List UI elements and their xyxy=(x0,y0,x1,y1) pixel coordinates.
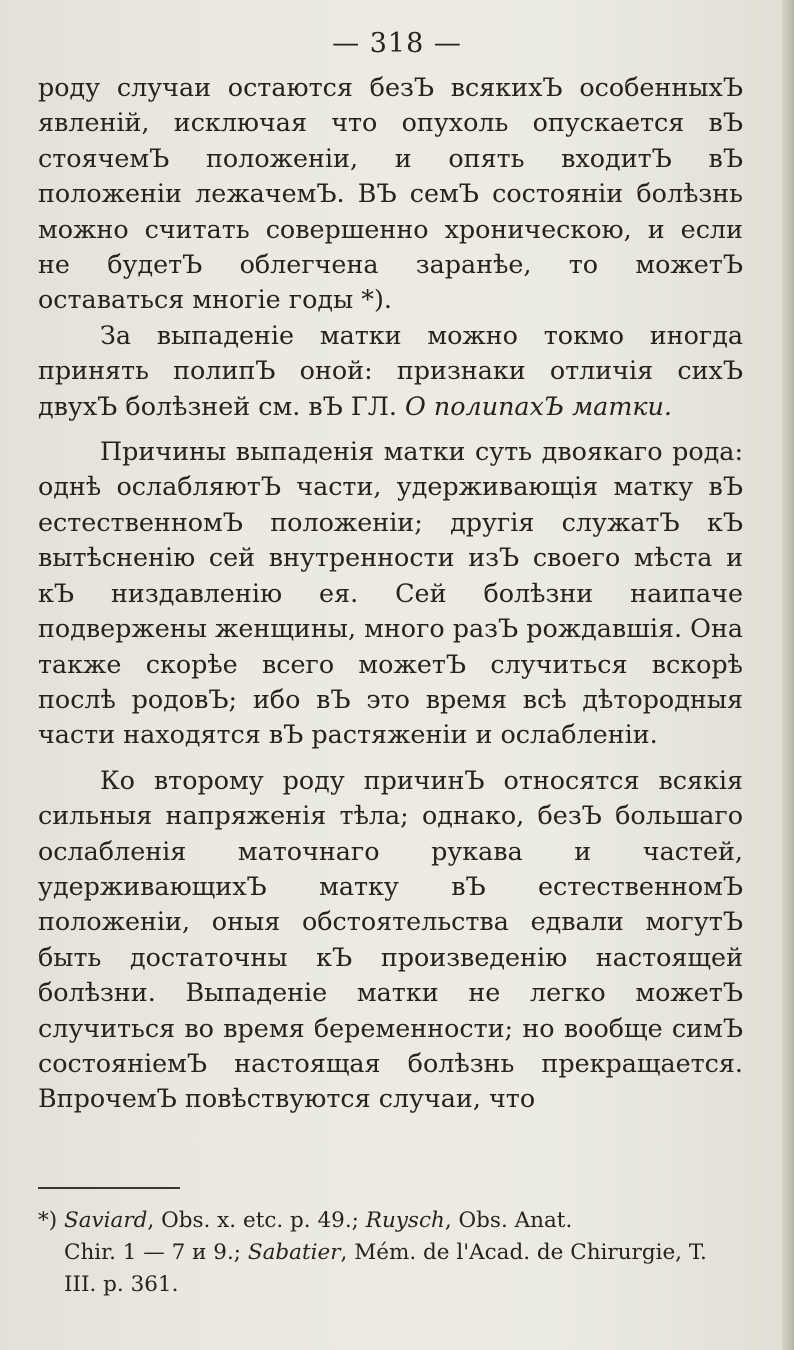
footnote-rule xyxy=(38,1187,180,1189)
footnote-line-2 xyxy=(38,1237,738,1301)
paragraph-4 xyxy=(38,763,743,1117)
text-run: За выпаденiе матки можно токмо иногда принять полипЪ оной: признаки отличiя сихЪ двухЪ болѣзней см. вЪ ГЛ. xyxy=(38,319,743,421)
text-run: *) xyxy=(38,1208,64,1233)
text-run: Chir. 1 — 7 и 9.; xyxy=(64,1240,248,1265)
text-run: Причины выпаденiя матки суть двоякаго рода: однѣ ослабляютЪ части, удерживающiя матку вЪ естественномЪ положенiи; другiя служатЪ кЪ вытѣсненiю сей внутренности изЪ своего мѣста и кЪ низдавленiю ея. Сей болѣзни наипаче подвержены женщины, много разЪ рождавшiя. Она также скорѣе всего можетЪ случиться вскорѣ послѣ родовЪ; ибо вЪ это время всѣ дѣтородныя части находятся вЪ растяженiи и ослабленiи. xyxy=(38,436,743,750)
footnote-line-1 xyxy=(38,1205,738,1237)
italic-text: О полипахЪ матки. xyxy=(405,390,672,421)
page-number-header: — 318 — xyxy=(332,28,462,59)
paragraph-1 xyxy=(38,70,743,318)
paragraph-3 xyxy=(38,434,743,753)
footnote xyxy=(38,1205,738,1301)
italic-text: Ruysch xyxy=(365,1208,445,1233)
italic-text: Sabatier xyxy=(247,1240,341,1265)
paragraph-2 xyxy=(38,318,743,424)
text-run: , Obs. x. etc. p. 49.; xyxy=(147,1208,366,1233)
text-run: , Mém. de l'Acad. de Chirurgie, T. III. p. 361. xyxy=(64,1240,707,1297)
main-text xyxy=(38,70,743,1117)
page-gutter xyxy=(782,0,794,1350)
text-run: Ко второму роду причинЪ относятся всякiя сильныя напряженiя тѣла; однако, безЪ большаго ослабленiя маточнаго рукава и частей, удерживающихЪ матку вЪ естественномЪ положенiи, оныя обстоятельства едвали могутЪ быть достаточны кЪ произведенiю настоящей болѣзни. Выпаденiе матки не легко можетЪ случиться во время беременности; но вообще симЪ состоянiемЪ настоящая болѣзнь прекращается. ВпрочемЪ повѣствуются случаи, что xyxy=(38,764,743,1114)
text-run: , Obs. Anat. xyxy=(444,1208,573,1233)
italic-text: Saviard xyxy=(63,1208,148,1233)
text-run: роду случаи остаются безЪ всякихЪ особенныхЪ явленiй, исключая что опухоль опускается вЪ стоячемЪ положенiи, и опять входитЪ вЪ положенiи лежачемЪ. ВЪ семЪ состоянiи болѣзнь можно считать совершенно хроническою, и если не будетЪ облегчена заранѣе, то можетЪ оставаться многiе годы *). xyxy=(38,72,743,315)
